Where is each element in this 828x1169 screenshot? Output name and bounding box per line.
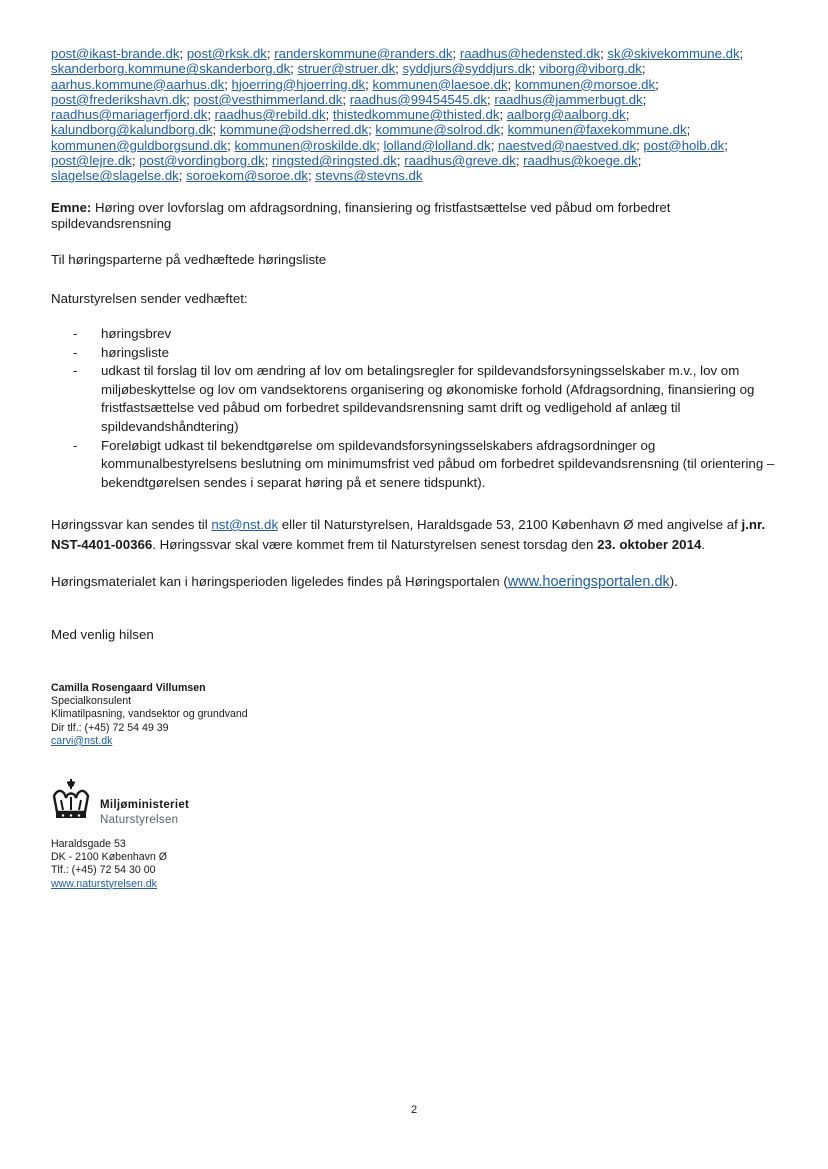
list-item: - høringsliste [73,344,169,360]
address-city: DK - 2100 København Ø [51,851,168,864]
recipient-line [51,122,786,137]
recipient-email-link[interactable]: kommunen@laesoe.dk [372,76,508,92]
recipient-email-link[interactable]: lolland@lolland.dk [383,137,491,153]
recipient-separator: ; [637,153,642,169]
recipient-separator: ; [342,91,350,107]
recipient-separator: ; [207,107,215,123]
recipient-email-link[interactable]: raadhus@jammerbugt.dk [494,91,643,107]
recipient-email-link[interactable]: kommunen@faxekommune.dk [507,122,687,138]
recipient-email-link[interactable]: aalborg@aalborg.dk [506,107,626,123]
recipient-email-link[interactable]: post@rksk.dk [186,46,267,61]
signature-email-link[interactable]: carvi@nst.dk [51,734,113,747]
reply-paragraph: Høringssvar kan sendes til nst@nst.dk eller til Naturstyrelsen, Haraldsgade 53, 2100 København Ø med angivelse af j.nr. NST-4401-00366. Høringssvar skal være kommet frem til Naturstyrelsen senest torsdag den 23. oktober 2014. [51,517,766,552]
recipient-separator: ; [452,46,460,61]
recipient-separator: ; [655,76,659,92]
recipient-email-link[interactable]: kommune@odsherred.dk [219,122,369,138]
crown-icon [48,778,94,828]
address-block [51,838,167,891]
closing: Med venlig hilsen [51,627,154,642]
recipient-separator: ; [499,107,507,123]
recipient-email-link[interactable]: skanderborg.kommune@skanderborg.dk [51,61,291,77]
recipient-separator: ; [642,91,647,107]
signature-name: Camilla Rosengaard Villumsen [51,682,206,694]
recipient-email-link[interactable]: naestved@naestved.dk [498,137,637,153]
recipient-separator: ; [500,122,508,138]
ministry-name [100,798,189,828]
recipient-separator: ; [507,76,515,92]
recipient-email-link[interactable]: kommunen@morsoe.dk [514,76,656,92]
recipient-separator: ; [641,61,646,77]
recipient-separator: ; [365,76,373,92]
recipient-list [51,46,786,184]
recipient-separator: ; [686,122,691,138]
recipient-separator: ; [178,168,187,184]
recipient-separator: ; [227,137,235,153]
recipient-email-link[interactable]: kommune@solrod.dk [375,122,501,138]
recipient-separator: ; [307,168,316,184]
recipient-email-link[interactable]: raadhus@rebild.dk [214,107,326,123]
recipient-line [51,92,786,107]
recipient-email-link[interactable]: struer@struer.dk [297,61,396,77]
recipient-separator: ; [396,153,405,169]
page-number: 2 [410,1104,418,1116]
recipient-email-link[interactable]: aarhus.kommune@aarhus.dk [51,76,225,92]
recipient-separator: ; [490,137,499,153]
signature-block [51,682,248,748]
list-item: - Foreløbigt udkast til bekendtgørelse om spildevandsforsyningsselskabers afdragsordninger og kommunalbestyrelsens beslutning om minimumsfrist ved påbud om forbedret spildevandsrensning (til orientering – bekendtgørelsen sendes i separat høring på et senere tidspunkt). [73,437,775,490]
case-number: j.nr. NST-4401-00366 [51,517,766,552]
reply-email-link[interactable]: nst@nst.dk [211,517,279,532]
recipient-separator: ; [395,61,403,77]
recipient-email-link[interactable]: thistedkommune@thisted.dk [332,107,500,123]
recipient-email-link[interactable]: post@frederikshavn.dk [51,91,187,107]
recipient-email-link[interactable]: hjoerring@hjoerring.dk [231,76,366,92]
recipient-separator: ; [212,122,220,138]
recipient-separator: ; [368,122,376,138]
recipient-separator: ; [625,107,630,123]
recipient-email-link[interactable]: syddjurs@syddjurs.dk [402,61,532,77]
recipient-separator: ; [531,61,540,77]
list-item: - udkast til forslag til lov om ændring af lov om betalingsregler for spildevandsforsyningsselskaber m.v., lov om miljøbeskyttelse og lov om vandsektorens organisering og økonomiske forhold (Afdragsordning, finansiering og fristfastsættelse ved påbud om forbedret spildevandsrensning samt drift og vedligehold af anlæg til spildevandshåndtering) [73,363,755,434]
recipient-separator: ; [636,137,644,153]
recipient-separator: ; [290,61,298,77]
signature-phone: Dir tlf.: (+45) 72 54 49 39 [51,721,169,734]
recipient-email-link[interactable]: post@vordingborg.dk [139,153,265,169]
recipient-separator: ; [264,153,273,169]
recipient-email-link[interactable]: raadhus@99454545.dk [349,91,488,107]
recipient-email-link[interactable]: raadhus@hedensted.dk [459,46,601,61]
subject-line [51,200,786,231]
signature-title: Specialkonsulent [51,695,132,708]
recipient-separator: ; [739,46,744,61]
attachment-list [51,325,791,492]
recipient-email-link[interactable]: raadhus@koege.dk [523,153,638,169]
recipient-email-link[interactable]: sk@skivekommune.dk [607,46,740,61]
intro: Naturstyrelsen sender vedhæftet: [51,291,248,306]
recipient-separator: ; [487,91,495,107]
recipient-separator: ; [186,91,194,107]
signature-dept: Klimatilpasning, vandsektor og grundvand [51,708,248,721]
recipient-email-link[interactable]: raadhus@mariagerfjord.dk [51,107,208,123]
recipient-email-link[interactable]: kalundborg@kalundborg.dk [51,122,213,138]
recipient-separator: ; [266,46,275,61]
recipient-email-link[interactable]: soroekom@soroe.dk [186,168,308,184]
recipient-separator: ; [179,46,187,61]
recipient-email-link[interactable]: post@ikast-brande.dk [51,46,180,61]
recipient-separator: ; [600,46,608,61]
recipient-email-link[interactable]: kommunen@roskilde.dk [234,137,377,153]
website-link[interactable]: www.naturstyrelsen.dk [51,877,157,890]
recipient-separator: ; [131,153,140,169]
subject-text: Høring over lovforslag om afdragsordning, finansiering og fristfastsættelse ved påbud om forbedret spildevandsrensning [51,200,671,231]
address-street: Haraldsgade 53 [51,838,126,850]
recipient-email-link[interactable]: stevns@stevns.dk [315,168,423,184]
recipient-email-link[interactable]: viborg@viborg.dk [539,61,642,77]
recipient-email-link[interactable]: post@lejre.dk [51,153,132,169]
deadline-date: 23. oktober 2014 [597,537,702,552]
recipient-line [51,107,786,122]
recipient-line [51,168,786,183]
recipient-line [51,77,786,92]
recipient-email-link[interactable]: ringsted@ringsted.dk [272,153,397,169]
recipient-email-link[interactable]: slagelse@slagelse.dk [51,168,179,184]
recipient-email-link[interactable]: post@vesthimmerland.dk [193,91,343,107]
recipient-email-link[interactable]: post@holb.dk [643,137,725,153]
recipient-line [51,153,786,168]
recipient-email-link[interactable]: randerskommune@randers.dk [274,46,453,61]
agency-title: Naturstyrelsen [100,814,179,826]
list-item: - høringsbrev [73,326,172,341]
recipient-line [51,61,786,76]
portal-paragraph: Høringsmaterialet kan i høringsperioden ligeledes findes på Høringsportalen (www.hoeringsportalen.dk). [51,574,678,590]
recipient-separator: ; [724,137,728,153]
recipient-line [51,46,786,61]
recipient-separator: ; [224,76,232,92]
subject-label: Emne: [51,200,92,215]
ministry-title: Miljøministeriet [100,799,190,811]
recipient-separator: ; [376,137,384,153]
address-phone: Tlf.: (+45) 72 54 30 00 [51,864,156,877]
recipient-email-link[interactable]: raadhus@greve.dk [404,153,516,169]
recipient-separator: ; [325,107,333,123]
greeting: Til høringsparterne på vedhæftede høringsliste [51,252,327,267]
portal-link[interactable]: www.hoeringsportalen.dk [507,574,670,590]
recipient-email-link[interactable]: kommunen@guldborgsund.dk [51,137,228,153]
recipient-line [51,138,786,153]
recipient-separator: ; [515,153,524,169]
